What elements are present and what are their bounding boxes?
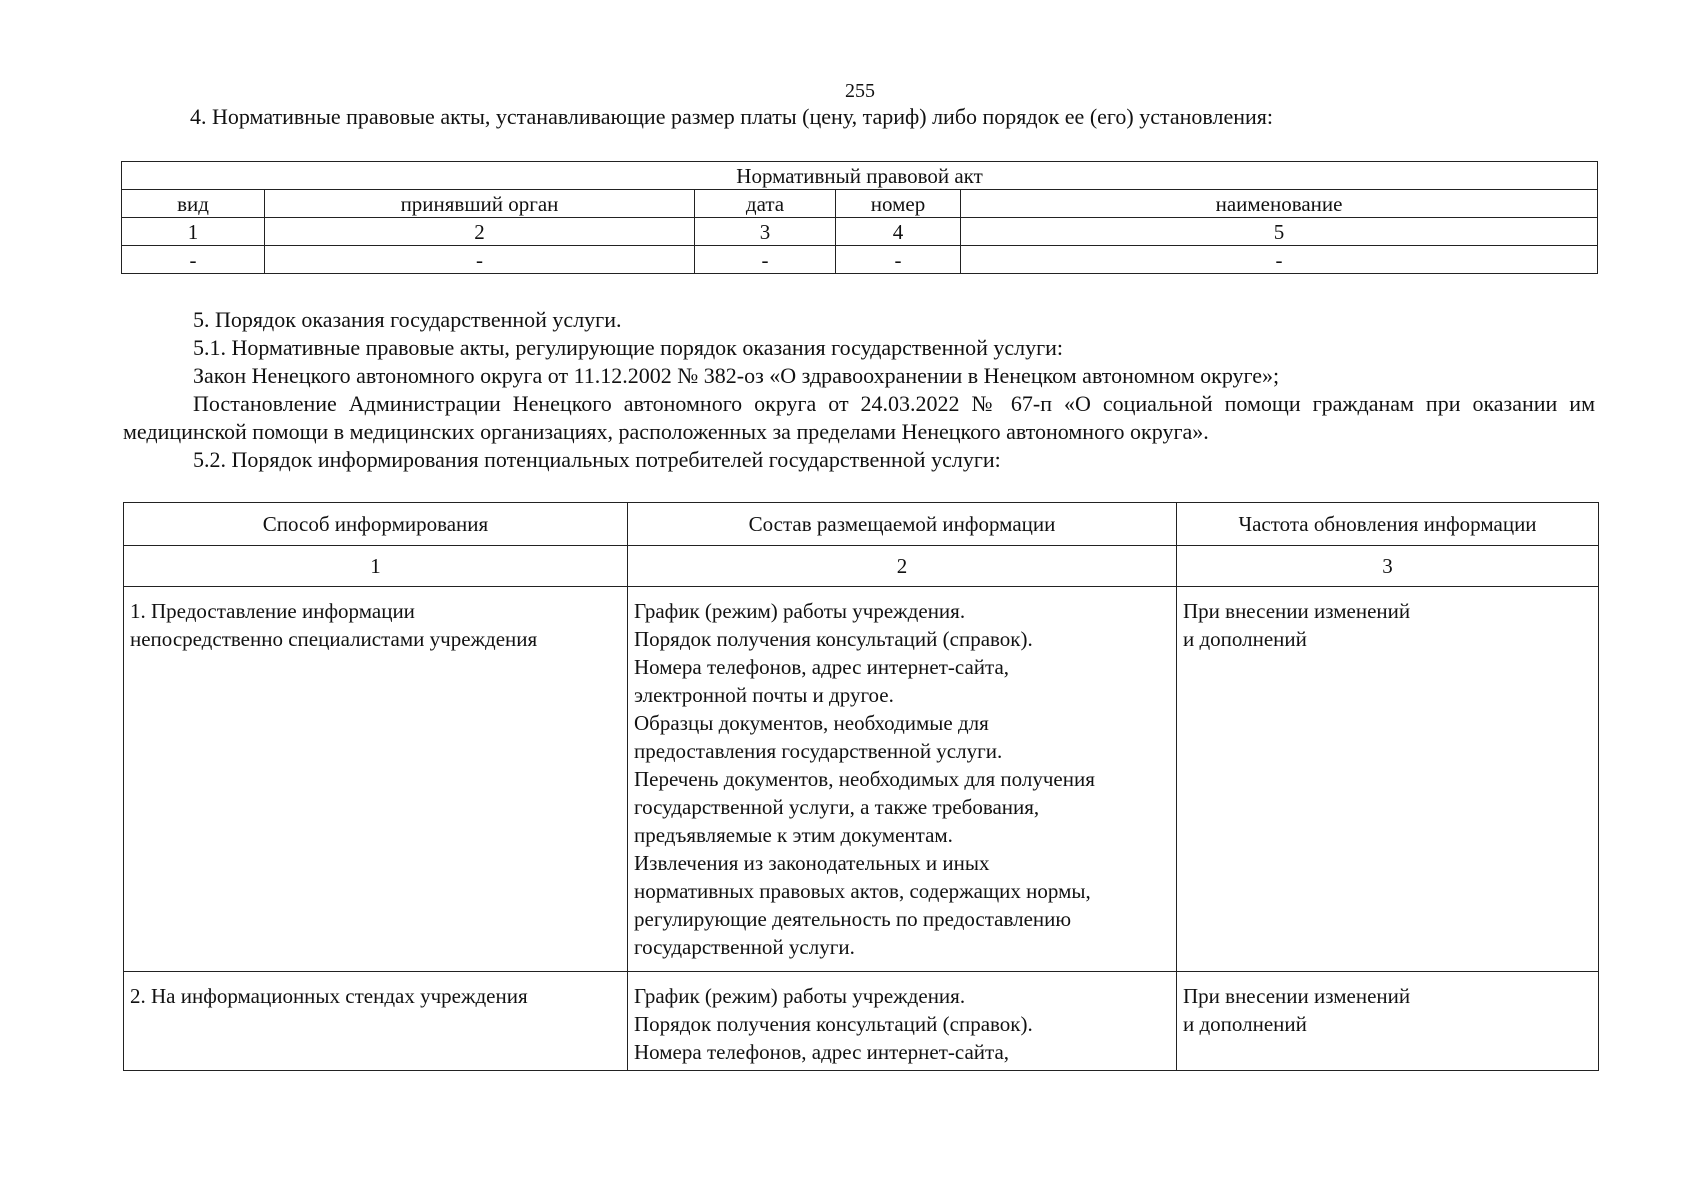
page-number: 255 — [845, 80, 875, 102]
paragraph: 5.1. Нормативные правовые акты, регулирующие порядок оказания государственной услуги: — [193, 335, 1064, 360]
section5-text — [123, 306, 1595, 474]
update-frequency: При внесении изменений и дополнений — [1177, 587, 1599, 972]
column-header: Способ информирования — [124, 503, 628, 546]
section4-heading: 4. Нормативные правовые акты, устанавливающие размер платы (цену, тариф) либо порядок ее (его) установления: — [190, 104, 1274, 129]
paragraph: Постановление Администрации Ненецкого автономного округа от 24.03.2022 № 67-п «О социальной помощи гражданам при оказании им медицинской помощи в медицинских организациях, расположенных за пределами Ненецкого автономного округа». — [123, 391, 1595, 444]
table-cell: - — [122, 246, 265, 274]
legal-acts-table — [121, 161, 1598, 274]
column-number: 3 — [1177, 546, 1599, 587]
paragraph: 5. Порядок оказания государственной услуги. — [193, 307, 622, 332]
column-header: вид — [122, 190, 265, 218]
table-cell: - — [961, 246, 1598, 274]
table-row — [122, 246, 1598, 274]
update-frequency: При внесении изменений и дополнений — [1177, 972, 1599, 1071]
column-number: 5 — [961, 218, 1598, 246]
table-row — [124, 972, 1599, 1071]
information-content: График (режим) работы учреждения. Порядок получения консультаций (справок). Номера телефонов, адрес интернет-сайта, электронной почты и другое. Образцы документов, необходимые для предоставления государственной услуги. Перечень документов, необходимых для получения государственной услуги, а также требования, предъявляемые к этим документам. Извлечения из законодательных и иных нормативных правовых актов, содержащих нормы, регулирующие деятельность по предоставлению государственной услуги. — [628, 587, 1177, 972]
informing-method: 1. Предоставление информации непосредственно специалистами учреждения — [124, 587, 628, 972]
column-header: наименование — [961, 190, 1598, 218]
table-cell: - — [265, 246, 695, 274]
table-row — [124, 587, 1599, 972]
column-header: Состав размещаемой информации — [628, 503, 1177, 546]
informing-table — [123, 502, 1599, 1071]
column-number: 1 — [124, 546, 628, 587]
column-number-row — [124, 546, 1599, 587]
column-number-row — [122, 218, 1598, 246]
information-content: График (режим) работы учреждения. Порядок получения консультаций (справок). Номера телефонов, адрес интернет-сайта, — [628, 972, 1177, 1071]
table-group-header: Нормативный правовой акт — [122, 162, 1598, 190]
table-cell: - — [836, 246, 961, 274]
paragraph: 5.2. Порядок информирования потенциальных потребителей государственной услуги: — [193, 447, 1001, 472]
table-header-row — [124, 503, 1599, 546]
column-header: дата — [695, 190, 836, 218]
column-number: 2 — [265, 218, 695, 246]
column-number: 1 — [122, 218, 265, 246]
informing-method: 2. На информационных стендах учреждения — [124, 972, 628, 1071]
paragraph: Закон Ненецкого автономного округа от 11.12.2002 № 382-оз «О здравоохранении в Ненецком автономном округе»; — [193, 363, 1280, 388]
column-header: принявший орган — [265, 190, 695, 218]
column-header: номер — [836, 190, 961, 218]
table-cell: - — [695, 246, 836, 274]
column-header: Частота обновления информации — [1177, 503, 1599, 546]
table-header-row — [122, 190, 1598, 218]
column-number: 4 — [836, 218, 961, 246]
column-number: 3 — [695, 218, 836, 246]
column-number: 2 — [628, 546, 1177, 587]
